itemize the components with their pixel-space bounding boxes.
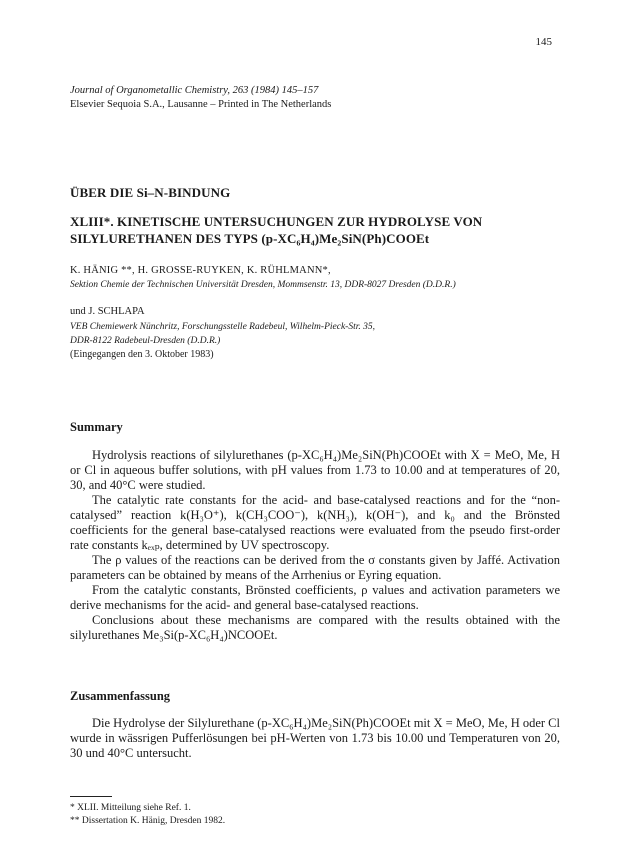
zusammenfassung-heading: Zusammenfassung bbox=[70, 689, 171, 703]
summary-paragraph: Conclusions about these mechanisms are compared with the results obtained with the silylurethanes Me₃Si(p-XC₆H₄)NCOOEt. bbox=[70, 613, 560, 642]
received-date: (Eingegangen den 3. Oktober 1983) bbox=[70, 349, 214, 360]
zusammenfassung-paragraph: Die Hydrolyse der Silylurethane (p-XC₆H₄)Me₂SiN(Ph)COOEt mit X = MeO, Me, H oder Cl wurde in wässrigen Pufferlösungen bei pH-Werten von 1.73 bis 10.00 und Temperaturen von 20, 30 und 40°C untersucht. bbox=[70, 716, 560, 760]
summary-heading: Summary bbox=[70, 420, 123, 434]
authors-group-1: K. HÄNIG **, H. GROSSE-RUYKEN, K. RÜHLMANN*, bbox=[70, 265, 331, 276]
affiliation-2-line2: DDR-8122 Radebeul-Dresden (D.D.R.) bbox=[70, 336, 221, 346]
affiliation-2 bbox=[70, 320, 375, 348]
footnote-1: * XLII. Mitteilung siehe Ref. 1. bbox=[70, 803, 191, 813]
summary-paragraph: From the catalytic constants, Brönsted coefficients, ρ values and activation parameters we derive mechanisms for the acid- and general base-catalysed reactions. bbox=[70, 583, 560, 612]
zusammenfassung-body bbox=[70, 716, 560, 761]
paper-title-main: ÜBER DIE Si–N-BINDUNG bbox=[70, 185, 231, 200]
publisher-line: Elsevier Sequoia S.A., Lausanne – Printed in The Netherlands bbox=[70, 99, 332, 110]
footnote-divider bbox=[70, 796, 112, 797]
summary-paragraph: Hydrolysis reactions of silylurethanes (p-XC₆H₄)Me₂SiN(Ph)COOEt with X = MeO, Me, H or Cl in aqueous buffer solutions, with pH values from 1.73 to 10.00 and at temperatures of 20, 30, and 40°C were studied. bbox=[70, 448, 560, 492]
affiliation-2-line1: VEB Chemiewerk Nünchritz, Forschungsstelle Radebeul, Wilhelm-Pieck-Str. 35, bbox=[70, 322, 375, 332]
authors-group-2: und J. SCHLAPA bbox=[70, 306, 145, 317]
footnote-2: ** Dissertation K. Hänig, Dresden 1982. bbox=[70, 816, 226, 826]
summary-paragraph: The catalytic rate constants for the acid- and base-catalysed reactions and for the “non-catalysed” reaction k(H₃O⁺), k(CH₃COO⁻), k(NH₃), k(OH⁻), and k₀ and the Brönsted coefficients for the general base-catalysed reactions were evaluated from the pseudo first-order rate constants kₑₓₚ, determined by UV spectroscopy. bbox=[70, 493, 560, 552]
journal-info bbox=[70, 84, 331, 112]
summary-paragraph: The ρ values of the reactions can be derived from the σ constants given by Jaffé. Activation parameters can be obtained by means of the Arrhenius or Eyring equation. bbox=[70, 553, 560, 582]
journal-citation: Journal of Organometallic Chemistry, 263 (1984) 145–157 bbox=[70, 85, 319, 96]
paper-title-sub bbox=[70, 213, 482, 247]
paper-title-sub-line2: SILYLURETHANEN DES TYPS (p-XC₆H₄)Me₂SiN(Ph)COOEt bbox=[70, 231, 430, 246]
summary-body bbox=[70, 448, 560, 643]
affiliation-1: Sektion Chemie der Technischen Universität Dresden, Mommsenstr. 13, DDR-8027 Dresden (D.D.R.) bbox=[70, 280, 456, 290]
footnotes bbox=[70, 802, 225, 828]
page-number: 145 bbox=[535, 36, 552, 48]
paper-title-sub-line1: XLIII*. KINETISCHE UNTERSUCHUNGEN ZUR HYDROLYSE VON bbox=[70, 214, 483, 229]
